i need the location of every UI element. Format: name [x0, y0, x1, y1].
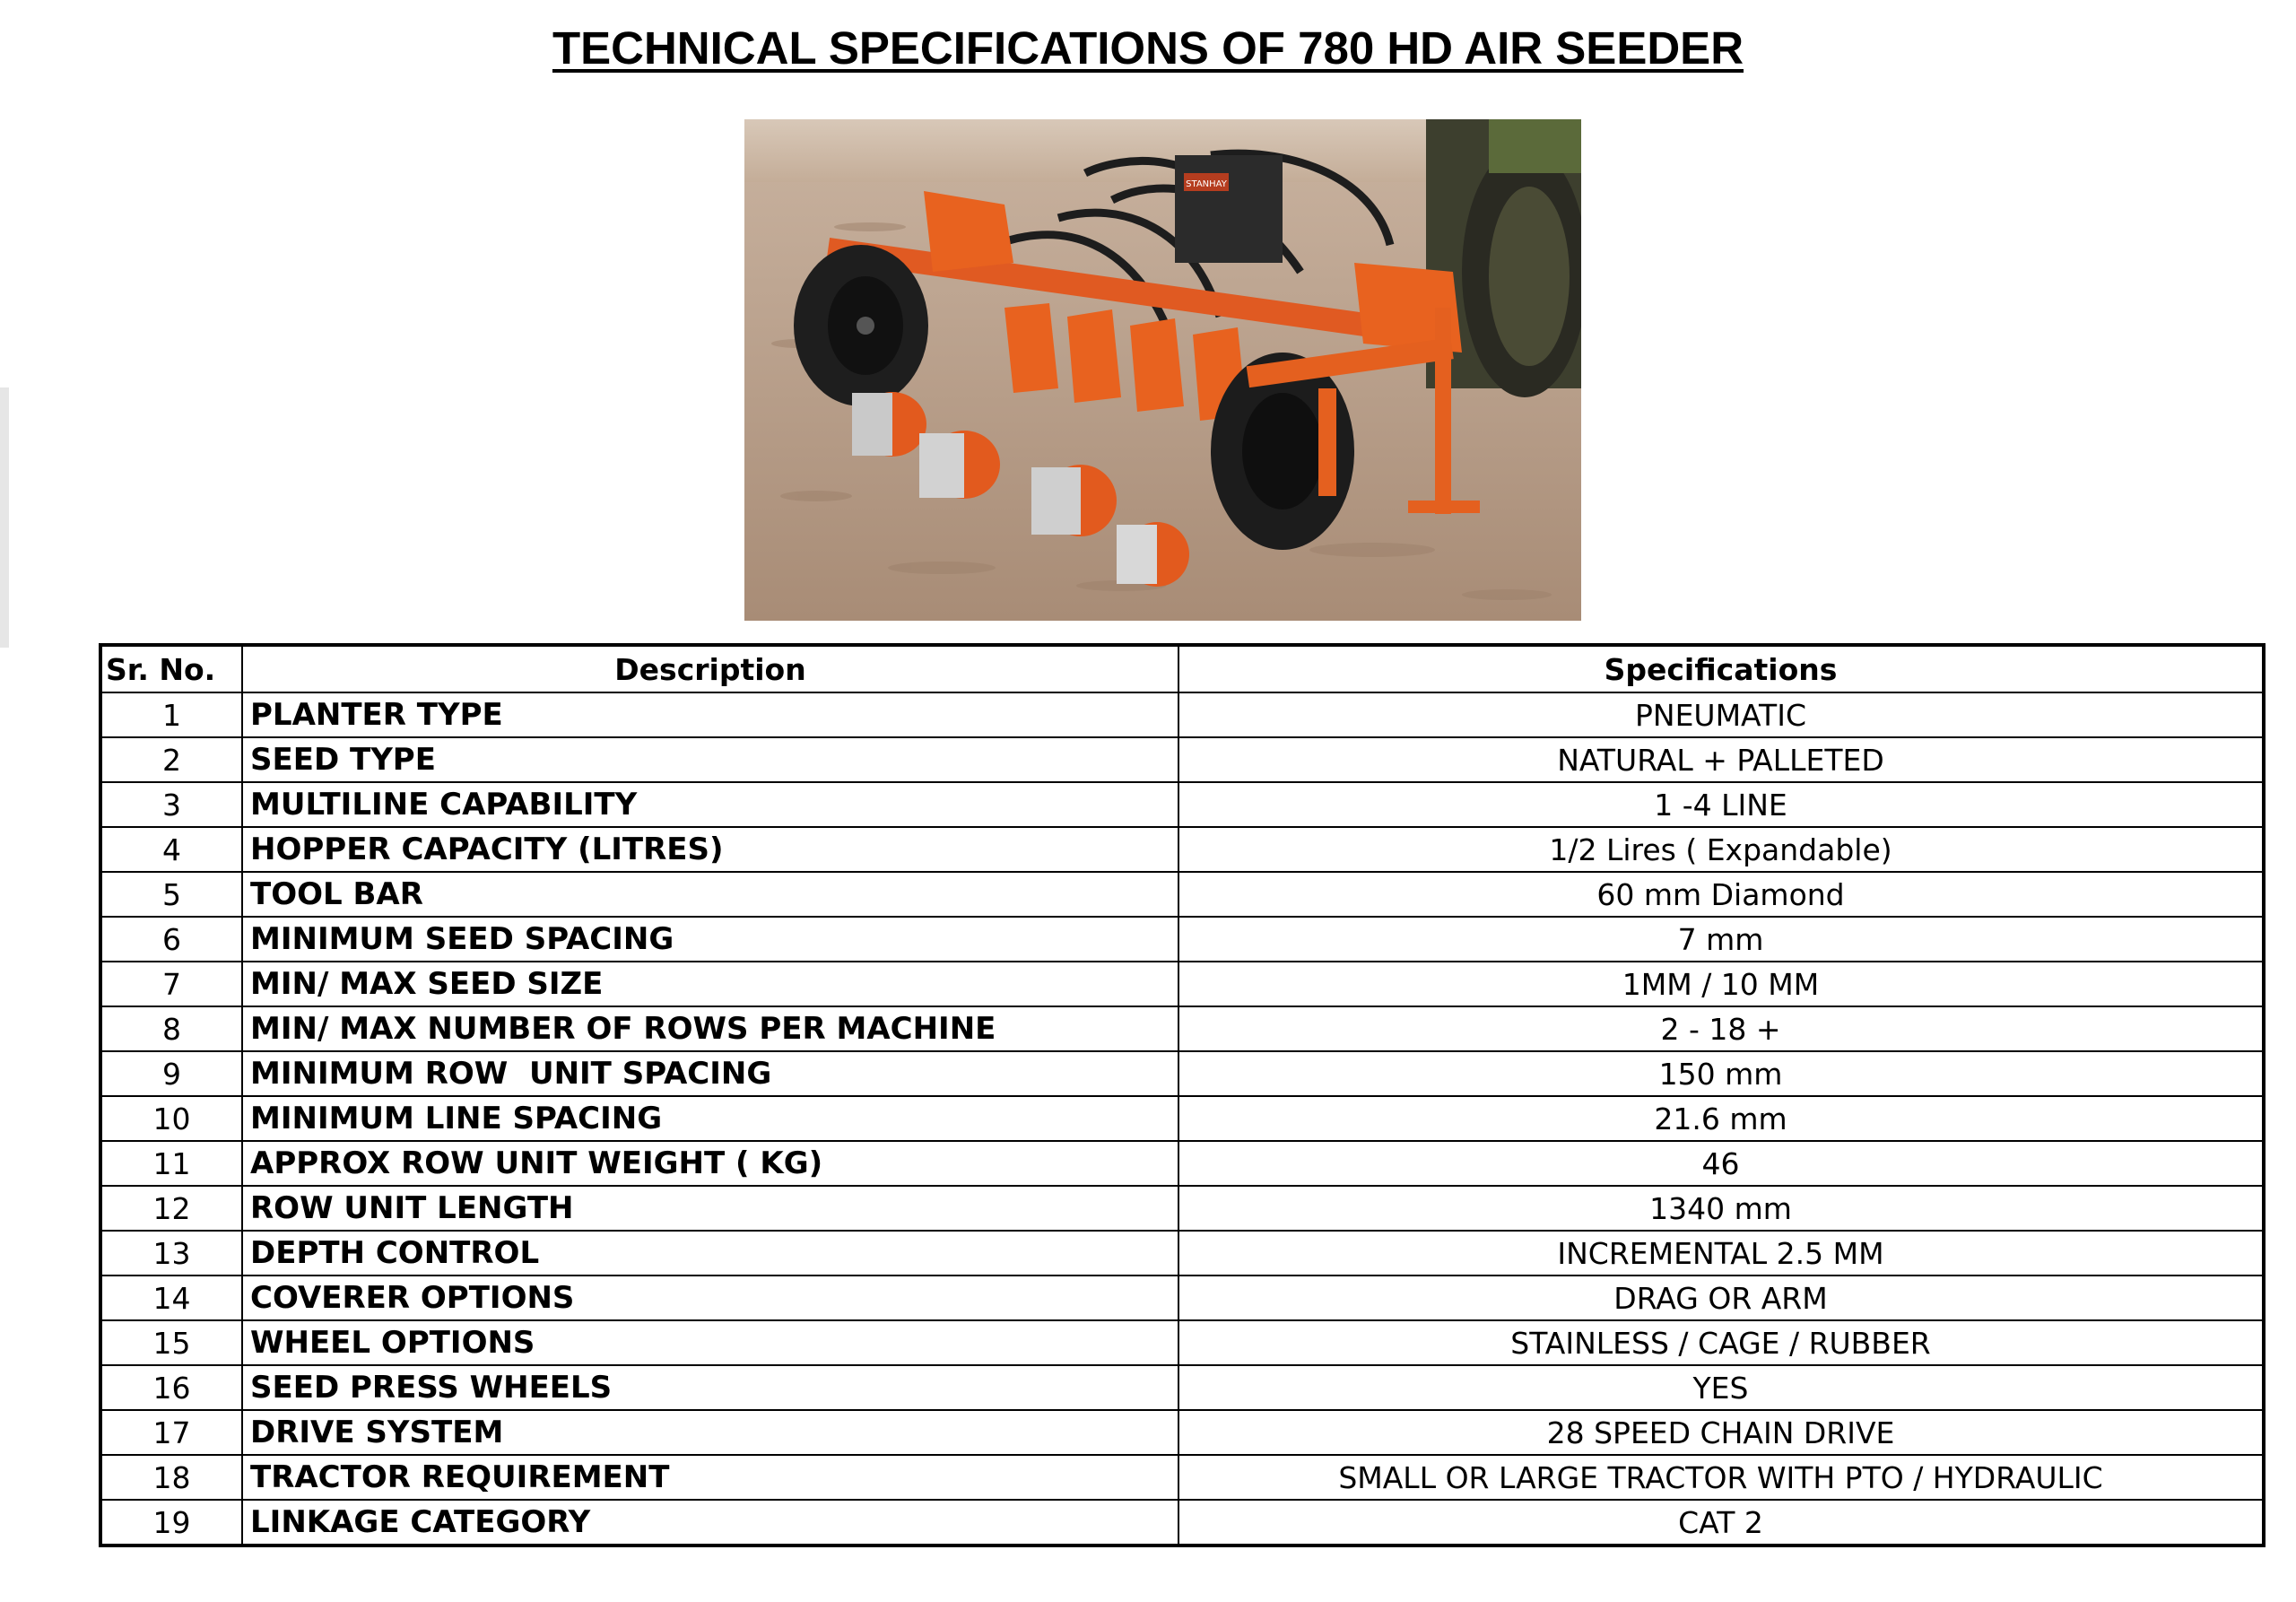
row-sr-no: 10: [100, 1096, 242, 1141]
page-edge-mark: [0, 387, 9, 648]
table-row: [100, 1231, 2264, 1276]
table-row: [100, 782, 2264, 827]
table-header-row: [100, 645, 2264, 692]
row-sr-no: 17: [100, 1410, 242, 1455]
row-description: SEED PRESS WHEELS: [242, 1365, 1178, 1410]
row-description: DRIVE SYSTEM: [242, 1410, 1178, 1455]
row-specification: NATURAL + PALLETED: [1178, 737, 2264, 782]
air-seeder-photo: [744, 119, 1581, 621]
row-sr-no: 13: [100, 1231, 242, 1276]
row-sr-no: 9: [100, 1051, 242, 1096]
table-row: [100, 737, 2264, 782]
row-sr-no: 1: [100, 692, 242, 737]
row-sr-no: 18: [100, 1455, 242, 1500]
header-sr-no: Sr. No.: [100, 645, 242, 692]
row-sr-no: 11: [100, 1141, 242, 1186]
row-specification: INCREMENTAL 2.5 MM: [1178, 1231, 2264, 1276]
row-description: DEPTH CONTROL: [242, 1231, 1178, 1276]
table-row: [100, 827, 2264, 872]
row-specification: 1 -4 LINE: [1178, 782, 2264, 827]
row-description: MIN/ MAX NUMBER OF ROWS PER MACHINE: [242, 1006, 1178, 1051]
row-sr-no: 7: [100, 962, 242, 1006]
row-specification: 150 mm: [1178, 1051, 2264, 1096]
table-row: [100, 962, 2264, 1006]
row-sr-no: 15: [100, 1320, 242, 1365]
row-description: SEED TYPE: [242, 737, 1178, 782]
row-specification: 1/2 Lires ( Expandable): [1178, 827, 2264, 872]
row-specification: DRAG OR ARM: [1178, 1276, 2264, 1320]
row-specification: 1340 mm: [1178, 1186, 2264, 1231]
row-sr-no: 12: [100, 1186, 242, 1231]
row-specification: 28 SPEED CHAIN DRIVE: [1178, 1410, 2264, 1455]
row-sr-no: 8: [100, 1006, 242, 1051]
row-specification: STAINLESS / CAGE / RUBBER: [1178, 1320, 2264, 1365]
table-row: [100, 1141, 2264, 1186]
specifications-table: [99, 643, 2266, 1547]
row-sr-no: 5: [100, 872, 242, 917]
row-specification: 60 mm Diamond: [1178, 872, 2264, 917]
row-specification: 46: [1178, 1141, 2264, 1186]
row-description: TOOL BAR: [242, 872, 1178, 917]
row-description: COVERER OPTIONS: [242, 1276, 1178, 1320]
table-row: [100, 1096, 2264, 1141]
row-description: WHEEL OPTIONS: [242, 1320, 1178, 1365]
table-row: [100, 917, 2264, 962]
row-sr-no: 6: [100, 917, 242, 962]
table-row: [100, 1006, 2264, 1051]
row-description: MINIMUM ROW UNIT SPACING: [242, 1051, 1178, 1096]
row-specification: 21.6 mm: [1178, 1096, 2264, 1141]
table-row: [100, 1500, 2264, 1545]
page-title-text: TECHNICAL SPECIFICATIONS OF 780 HD AIR SEEDER: [552, 22, 1744, 74]
row-specification: YES: [1178, 1365, 2264, 1410]
row-description: HOPPER CAPACITY (LITRES): [242, 827, 1178, 872]
row-specification: 2 - 18 +: [1178, 1006, 2264, 1051]
row-description: MIN/ MAX SEED SIZE: [242, 962, 1178, 1006]
row-specification: SMALL OR LARGE TRACTOR WITH PTO / HYDRAULIC: [1178, 1455, 2264, 1500]
row-sr-no: 14: [100, 1276, 242, 1320]
row-description: TRACTOR REQUIREMENT: [242, 1455, 1178, 1500]
row-description: MINIMUM LINE SPACING: [242, 1096, 1178, 1141]
row-specification: 1MM / 10 MM: [1178, 962, 2264, 1006]
table-row: [100, 1051, 2264, 1096]
row-description: APPROX ROW UNIT WEIGHT ( KG): [242, 1141, 1178, 1186]
row-sr-no: 2: [100, 737, 242, 782]
table-row: [100, 1455, 2264, 1500]
row-sr-no: 4: [100, 827, 242, 872]
row-description: LINKAGE CATEGORY: [242, 1500, 1178, 1545]
table-row: [100, 872, 2264, 917]
row-description: PLANTER TYPE: [242, 692, 1178, 737]
row-specification: CAT 2: [1178, 1500, 2264, 1545]
table-row: [100, 1320, 2264, 1365]
row-description: ROW UNIT LENGTH: [242, 1186, 1178, 1231]
row-sr-no: 16: [100, 1365, 242, 1410]
header-specifications: Specifications: [1178, 645, 2264, 692]
header-description: Description: [242, 645, 1178, 692]
air-seeder-illustration: [744, 119, 1581, 621]
row-specification: PNEUMATIC: [1178, 692, 2264, 737]
blower-unit: [1175, 155, 1283, 263]
row-specification: 7 mm: [1178, 917, 2264, 962]
table-row: [100, 1365, 2264, 1410]
page-title: [0, 22, 2296, 74]
brand-label: STANHAY: [1186, 179, 1227, 189]
table-row: [100, 1186, 2264, 1231]
table-row: [100, 1410, 2264, 1455]
table-row: [100, 692, 2264, 737]
left-wheel: [794, 245, 928, 406]
row-sr-no: 3: [100, 782, 242, 827]
row-sr-no: 19: [100, 1500, 242, 1545]
row-description: MULTILINE CAPABILITY: [242, 782, 1178, 827]
table-row: [100, 1276, 2264, 1320]
row-description: MINIMUM SEED SPACING: [242, 917, 1178, 962]
